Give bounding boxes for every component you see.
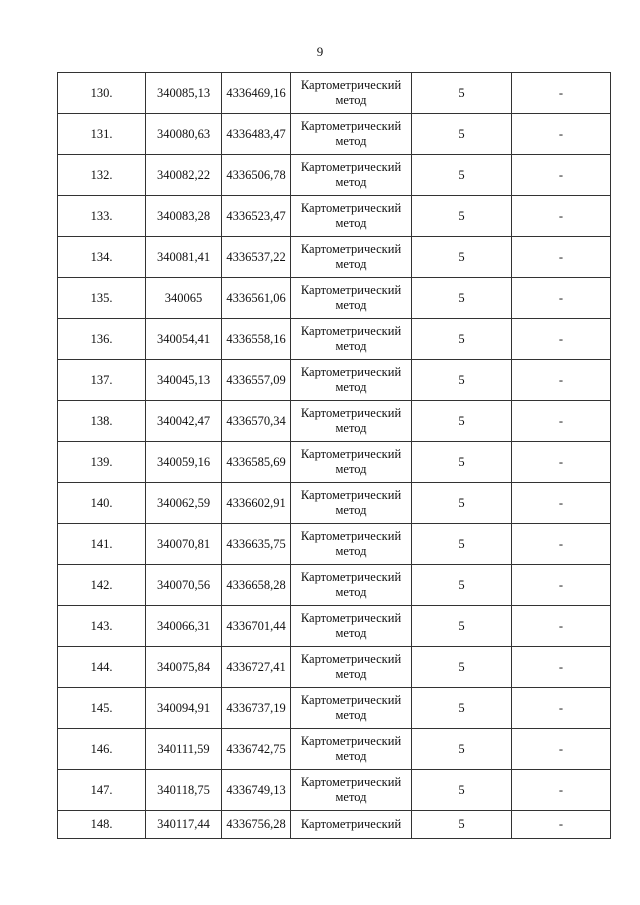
x-coordinate-cell: 340070,81 <box>146 524 222 565</box>
point-number-cell: 145. <box>58 688 146 729</box>
table-row <box>58 73 611 114</box>
description-cell: - <box>512 688 611 729</box>
description-cell: - <box>512 524 611 565</box>
table-row <box>58 811 611 839</box>
point-number-cell: 143. <box>58 606 146 647</box>
description-cell: - <box>512 155 611 196</box>
table-row <box>58 524 611 565</box>
y-coordinate-cell: 4336602,91 <box>222 483 291 524</box>
accuracy-cell: 5 <box>412 647 512 688</box>
method-cell: Картометрический <box>291 811 412 839</box>
table-row <box>58 155 611 196</box>
table-row <box>58 442 611 483</box>
description-cell: - <box>512 770 611 811</box>
accuracy-cell: 5 <box>412 114 512 155</box>
description-cell: - <box>512 729 611 770</box>
description-cell: - <box>512 278 611 319</box>
x-coordinate-cell: 340080,63 <box>146 114 222 155</box>
table-row <box>58 606 611 647</box>
point-number-cell: 147. <box>58 770 146 811</box>
point-number-cell: 139. <box>58 442 146 483</box>
method-cell: Картометрический метод <box>291 524 412 565</box>
y-coordinate-cell: 4336483,47 <box>222 114 291 155</box>
y-coordinate-cell: 4336749,13 <box>222 770 291 811</box>
point-number-cell: 133. <box>58 196 146 237</box>
description-cell: - <box>512 442 611 483</box>
table-row <box>58 401 611 442</box>
y-coordinate-cell: 4336469,16 <box>222 73 291 114</box>
x-coordinate-cell: 340062,59 <box>146 483 222 524</box>
accuracy-cell: 5 <box>412 483 512 524</box>
y-coordinate-cell: 4336558,16 <box>222 319 291 360</box>
description-cell: - <box>512 401 611 442</box>
method-cell: Картометрический метод <box>291 196 412 237</box>
method-cell: Картометрический метод <box>291 237 412 278</box>
table-row <box>58 196 611 237</box>
accuracy-cell: 5 <box>412 73 512 114</box>
x-coordinate-cell: 340070,56 <box>146 565 222 606</box>
x-coordinate-cell: 340094,91 <box>146 688 222 729</box>
accuracy-cell: 5 <box>412 811 512 839</box>
x-coordinate-cell: 340083,28 <box>146 196 222 237</box>
point-number-cell: 140. <box>58 483 146 524</box>
y-coordinate-cell: 4336742,75 <box>222 729 291 770</box>
point-number-cell: 141. <box>58 524 146 565</box>
x-coordinate-cell: 340054,41 <box>146 319 222 360</box>
table-row <box>58 237 611 278</box>
accuracy-cell: 5 <box>412 729 512 770</box>
point-number-cell: 132. <box>58 155 146 196</box>
description-cell: - <box>512 606 611 647</box>
y-coordinate-cell: 4336537,22 <box>222 237 291 278</box>
x-coordinate-cell: 340117,44 <box>146 811 222 839</box>
description-cell: - <box>512 483 611 524</box>
y-coordinate-cell: 4336523,47 <box>222 196 291 237</box>
table-row <box>58 360 611 401</box>
accuracy-cell: 5 <box>412 770 512 811</box>
point-number-cell: 146. <box>58 729 146 770</box>
method-cell: Картометрический метод <box>291 770 412 811</box>
y-coordinate-cell: 4336506,78 <box>222 155 291 196</box>
point-number-cell: 137. <box>58 360 146 401</box>
accuracy-cell: 5 <box>412 401 512 442</box>
x-coordinate-cell: 340081,41 <box>146 237 222 278</box>
accuracy-cell: 5 <box>412 278 512 319</box>
x-coordinate-cell: 340059,16 <box>146 442 222 483</box>
description-cell: - <box>512 237 611 278</box>
point-number-cell: 136. <box>58 319 146 360</box>
y-coordinate-cell: 4336756,28 <box>222 811 291 839</box>
y-coordinate-cell: 4336658,28 <box>222 565 291 606</box>
accuracy-cell: 5 <box>412 606 512 647</box>
y-coordinate-cell: 4336635,75 <box>222 524 291 565</box>
method-cell: Картометрический метод <box>291 360 412 401</box>
method-cell: Картометрический метод <box>291 688 412 729</box>
page-number: 9 <box>316 44 324 59</box>
accuracy-cell: 5 <box>412 565 512 606</box>
y-coordinate-cell: 4336570,34 <box>222 401 291 442</box>
x-coordinate-cell: 340111,59 <box>146 729 222 770</box>
table-row <box>58 565 611 606</box>
x-coordinate-cell: 340075,84 <box>146 647 222 688</box>
method-cell: Картометрический метод <box>291 155 412 196</box>
method-cell: Картометрический метод <box>291 729 412 770</box>
point-number-cell: 135. <box>58 278 146 319</box>
method-cell: Картометрический метод <box>291 114 412 155</box>
table-row <box>58 729 611 770</box>
table-row <box>58 647 611 688</box>
y-coordinate-cell: 4336557,09 <box>222 360 291 401</box>
description-cell: - <box>512 565 611 606</box>
x-coordinate-cell: 340082,22 <box>146 155 222 196</box>
x-coordinate-cell: 340118,75 <box>146 770 222 811</box>
point-number-cell: 142. <box>58 565 146 606</box>
point-number-cell: 134. <box>58 237 146 278</box>
method-cell: Картометрический метод <box>291 73 412 114</box>
x-coordinate-cell: 340065 <box>146 278 222 319</box>
accuracy-cell: 5 <box>412 524 512 565</box>
x-coordinate-cell: 340066,31 <box>146 606 222 647</box>
y-coordinate-cell: 4336737,19 <box>222 688 291 729</box>
description-cell: - <box>512 73 611 114</box>
y-coordinate-cell: 4336561,06 <box>222 278 291 319</box>
method-cell: Картометрический метод <box>291 565 412 606</box>
coordinates-table-body <box>58 73 611 839</box>
description-cell: - <box>512 811 611 839</box>
accuracy-cell: 5 <box>412 196 512 237</box>
method-cell: Картометрический метод <box>291 401 412 442</box>
table-row <box>58 114 611 155</box>
y-coordinate-cell: 4336585,69 <box>222 442 291 483</box>
point-number-cell: 130. <box>58 73 146 114</box>
point-number-cell: 131. <box>58 114 146 155</box>
description-cell: - <box>512 196 611 237</box>
accuracy-cell: 5 <box>412 155 512 196</box>
table-row <box>58 319 611 360</box>
y-coordinate-cell: 4336701,44 <box>222 606 291 647</box>
table-row <box>58 278 611 319</box>
point-number-cell: 148. <box>58 811 146 839</box>
description-cell: - <box>512 114 611 155</box>
method-cell: Картометрический метод <box>291 278 412 319</box>
x-coordinate-cell: 340085,13 <box>146 73 222 114</box>
accuracy-cell: 5 <box>412 688 512 729</box>
method-cell: Картометрический метод <box>291 319 412 360</box>
y-coordinate-cell: 4336727,41 <box>222 647 291 688</box>
method-cell: Картометрический метод <box>291 442 412 483</box>
x-coordinate-cell: 340045,13 <box>146 360 222 401</box>
accuracy-cell: 5 <box>412 319 512 360</box>
x-coordinate-cell: 340042,47 <box>146 401 222 442</box>
description-cell: - <box>512 360 611 401</box>
method-cell: Картометрический метод <box>291 483 412 524</box>
description-cell: - <box>512 647 611 688</box>
point-number-cell: 138. <box>58 401 146 442</box>
method-cell: Картометрический метод <box>291 606 412 647</box>
accuracy-cell: 5 <box>412 442 512 483</box>
table-row <box>58 688 611 729</box>
point-number-cell: 144. <box>58 647 146 688</box>
accuracy-cell: 5 <box>412 237 512 278</box>
description-cell: - <box>512 319 611 360</box>
method-cell: Картометрический метод <box>291 647 412 688</box>
coordinates-table <box>57 72 611 839</box>
table-row <box>58 483 611 524</box>
table-row <box>58 770 611 811</box>
accuracy-cell: 5 <box>412 360 512 401</box>
